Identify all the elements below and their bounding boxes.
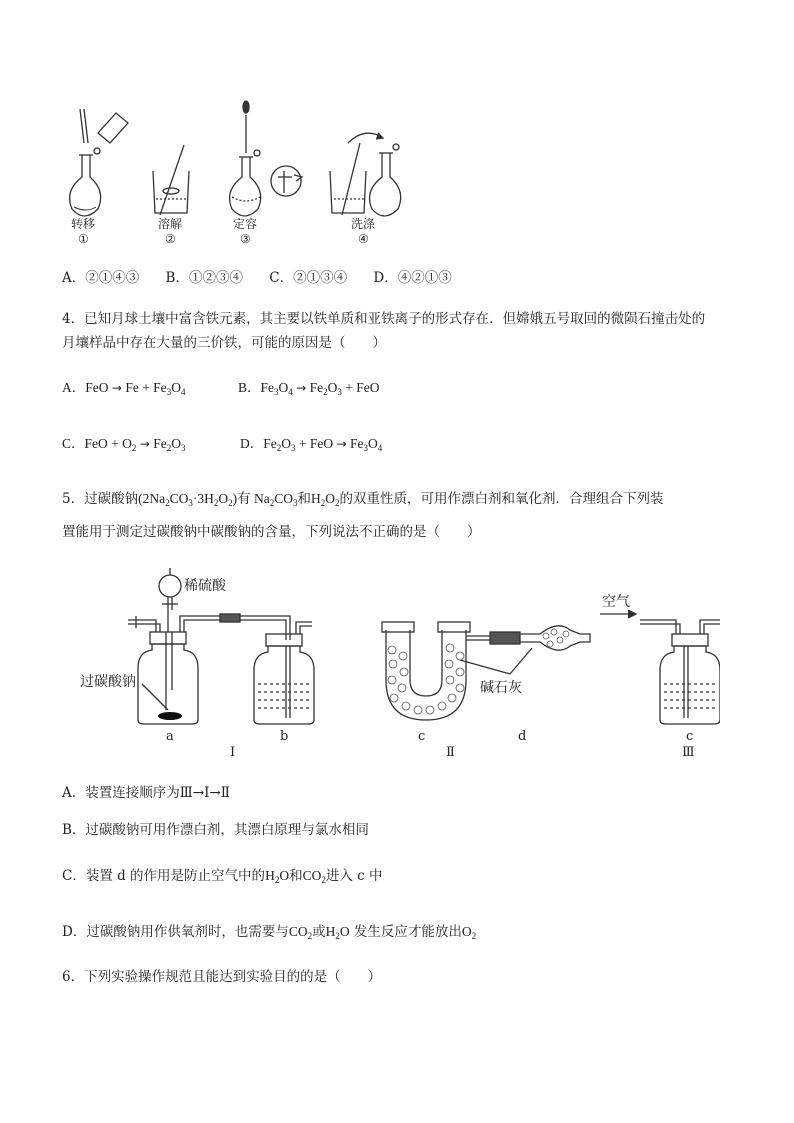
step-label-transfer: 转移 — [71, 217, 96, 231]
q5-stem-line1: 5．过碳酸钠$(2Na_2CO_3\cdot 3H_2O_2)$有 $Na_2CO_3$和$H_2O_2$的双重性质，可用作漂白剂和氧化剂．合理组合下列装 — [62, 491, 664, 508]
q3-option-b[interactable]: B．①②③④ — [165, 270, 243, 286]
label-dilute-acid: 稀硫酸 — [184, 578, 226, 594]
label-d: d — [518, 729, 527, 744]
q4-stem-line1: 4．已知月球土壤中富含铁元素，其主要以铁单质和亚铁离子的形式存在．但嫦娥五号取回的微陨石撞击处的 — [62, 311, 706, 327]
step-num-1: ① — [78, 232, 89, 245]
q5-c-post: 进入 c 中 — [325, 868, 383, 884]
q5-pre: 5．过碳酸钠 — [62, 491, 139, 507]
q5-post: 的双重性质，可用作漂白剂和氧化剂．合理组合下列装 — [339, 491, 664, 507]
q3-option-a[interactable]: A．②①④③ — [62, 270, 140, 286]
q5-mid: 有 — [237, 491, 251, 507]
q5-d-mid: 发生反应才能放出 — [353, 924, 462, 940]
q4-option-c[interactable]: C．FeO + $O_2 \to Fe_2O_3$ — [62, 436, 186, 453]
q4-stem-line2: 月壤样品中存在大量的三价铁，可能的原因是（ ） — [62, 335, 386, 351]
label-group-1: Ⅰ — [230, 745, 236, 760]
q4-option-a[interactable]: A．FeO → $Fe + Fe_3O_4$ — [62, 380, 186, 397]
q5-option-d[interactable]: D．过碳酸钠用作供氧剂时，也需要与$CO_2$或$H_2O$ 发生反应才能放出$O_2$ — [62, 924, 477, 941]
q5-stem-line2: 置能用于测定过碳酸钠中碳酸钠的含量，下列说法不正确的是（ ） — [62, 524, 481, 540]
step-label-dissolve: 溶解 — [158, 217, 183, 231]
q5-d-or: 或 — [312, 924, 326, 940]
q5-option-c[interactable]: C．装置 d 的作用是防止空气中的$H_2O$和$CO_2$进入 c 中 — [62, 868, 383, 885]
label-c-2: c — [686, 729, 694, 744]
apparatus-figure — [80, 560, 720, 760]
label-air: 空气 — [602, 594, 630, 610]
label-group-2: Ⅱ — [446, 745, 455, 760]
label-c: c — [418, 729, 426, 744]
label-sodium-percarbonate: 过碳酸钠 — [80, 674, 136, 690]
solution-preparation-figure — [60, 95, 420, 245]
label-b: b — [280, 729, 289, 744]
q4-option-d[interactable]: D．$Fe_2O_3$ + FeO → $Fe_3O_4$ — [240, 436, 383, 453]
q3-option-c[interactable]: C．②①③④ — [269, 270, 348, 286]
q3-option-d[interactable]: D．④②①③ — [373, 270, 452, 286]
step-label-wash: 洗涤 — [351, 217, 376, 231]
step-label-make-up: 定容 — [233, 217, 258, 231]
q5-formula: $(2Na_2CO_3\cdot 3H_2O_2)$ — [138, 491, 238, 508]
step-num-2: ② — [165, 232, 176, 245]
q6-stem: 6．下列实验操作规范且能达到实验目的的是（ ） — [62, 969, 382, 985]
label-a: a — [166, 729, 174, 744]
step-num-4: ④ — [358, 232, 369, 245]
label-soda-lime: 碱石灰 — [480, 680, 522, 696]
step-num-3: ③ — [240, 232, 251, 245]
q5-option-a[interactable]: A．装置连接顺序为Ⅲ→Ⅰ→Ⅱ — [62, 785, 230, 801]
q5-d-pre: D．过碳酸钠用作供氧剂时，也需要与 — [62, 924, 289, 940]
q5-option-b[interactable]: B．过碳酸钠可用作漂白剂，其漂白原理与氯水相同 — [62, 822, 369, 838]
q5-and: 和 — [297, 491, 311, 507]
q4-option-b[interactable]: B．$Fe_3O_4 \to Fe_2O_3$ + FeO — [238, 380, 380, 397]
q5-c-pre: C．装置 d 的作用是防止空气中的 — [62, 868, 266, 884]
label-group-3: Ⅲ — [682, 745, 695, 760]
q3-options — [62, 268, 452, 288]
q5-c-mid: 和 — [289, 868, 303, 884]
